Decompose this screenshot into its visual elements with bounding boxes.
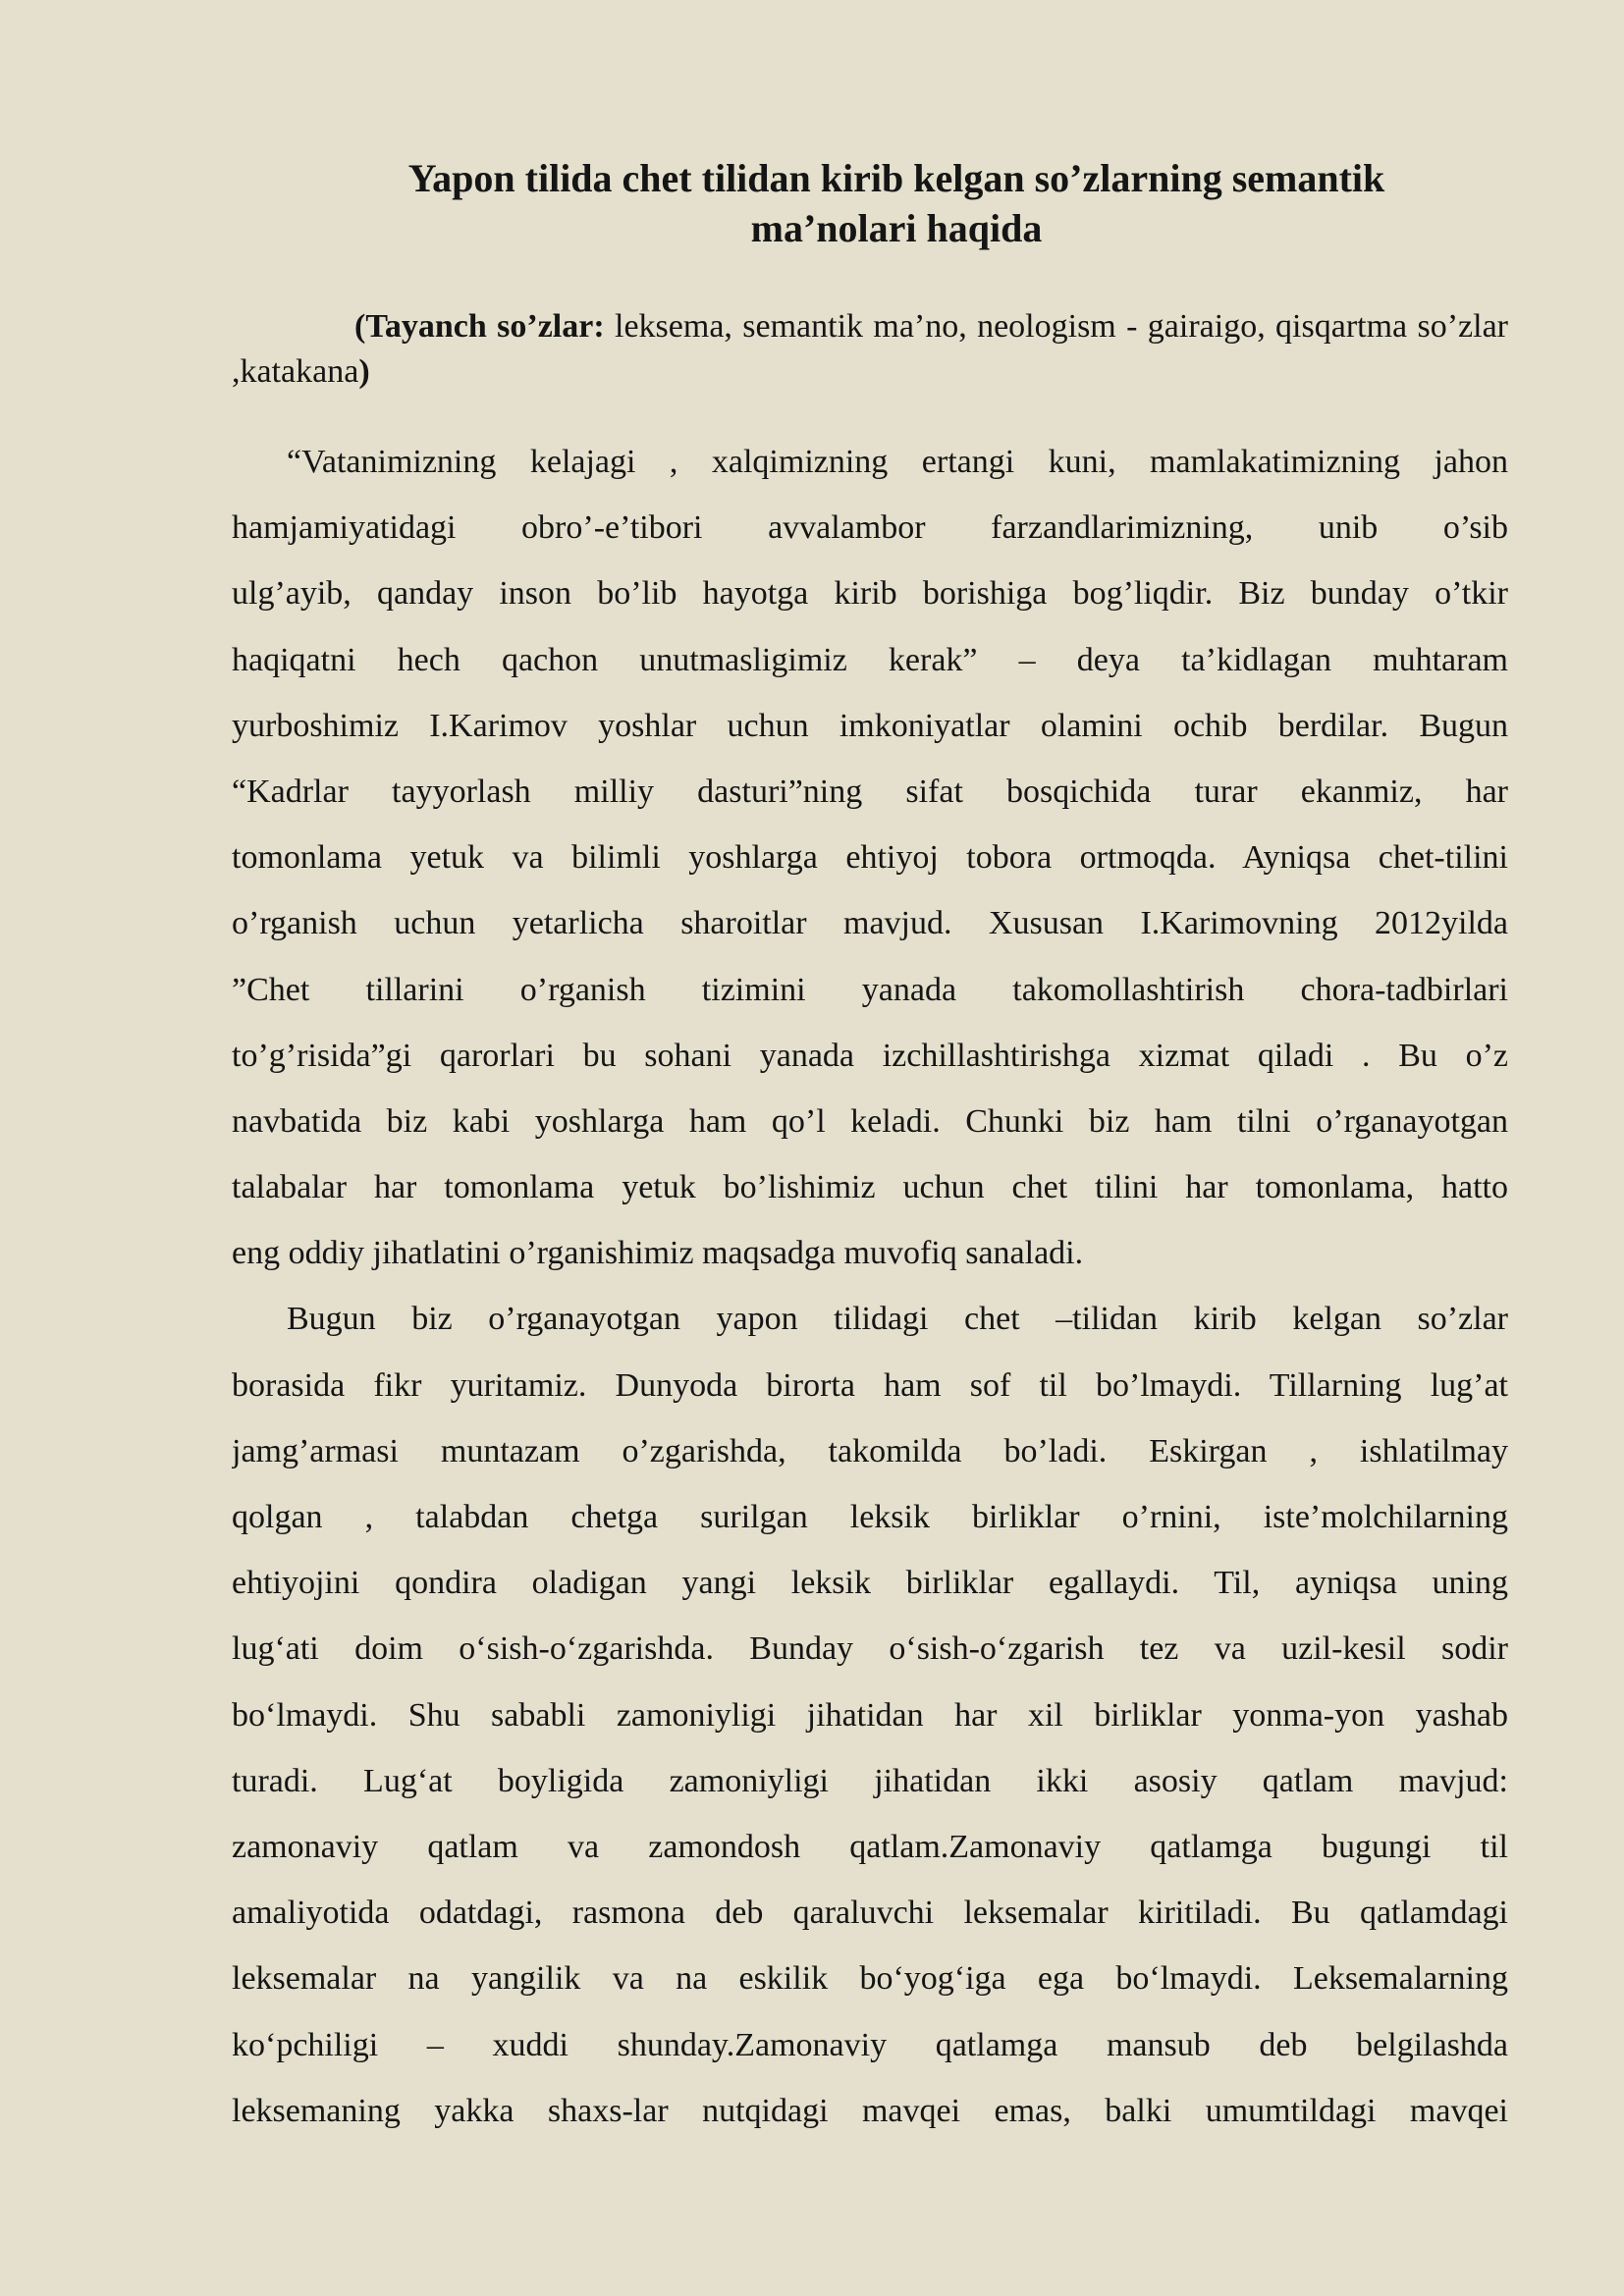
paragraph-line: leksemalar na yangilik va na eskilik bo‘yog‘iga ega bo‘lmaydi. Leksemalarning: [232, 1960, 1508, 1998]
keywords-open-paren: (: [354, 308, 366, 345]
paragraph-line: borasida fikr yuritamiz. Dunyoda birorta ham sof til bo’lmaydi. Tillarning lug’at: [232, 1366, 1508, 1404]
paragraph-line: “Kadrlar tayyorlash milliy dasturi”ning sifat bosqichida turar ekanmiz, har: [232, 773, 1508, 810]
paragraph-line: navbatida biz kabi yoshlarga ham qo’l keladi. Chunki biz ham tilni o’rganayotgan: [232, 1102, 1508, 1140]
paragraph-line: bo‘lmaydi. Shu sababli zamoniyligi jihatidan har xil birliklar yonma-yon yashab: [232, 1696, 1508, 1734]
keywords-text: leksema, semantik ma’no, neologism - gairaigo, qisqartma so’zlar ,katakana: [232, 308, 1508, 390]
paragraph-line: “Vatanimizning kelajagi , xalqimizning ertangi kuni, mamlakatimizning jahon: [287, 444, 1508, 480]
paragraph-1: [232, 429, 1508, 1286]
body-text: [232, 429, 1508, 2144]
paragraph-line: tomonlama yetuk va bilimli yoshlarga ehtiyoj tobora ortmoqda. Ayniqsa chet-tilini: [232, 839, 1508, 877]
paragraph-line: eng oddiy jihatlatini o’rganishimiz maqsadga muvofiq sanaladi.: [232, 1235, 1084, 1272]
paragraph-line: turadi. Lug‘at boyligida zamoniyligi jihatidan ikki asosiy qatlam mavjud:: [232, 1762, 1508, 1799]
paragraph-line: ko‘pchiligi – xuddi shunday.Zamonaviy qatlamga mansub deb belgilashda: [232, 2026, 1508, 2063]
paragraph-line: yurboshimiz I.Karimov yoshlar uchun imkoniyatlar olamini ochib berdilar. Bugun: [232, 707, 1508, 744]
keywords-label: Tayanch so’zlar:: [365, 308, 605, 345]
paragraph-line: haqiqatni hech qachon unutmasligimiz kerak” – deya ta’kidlagan muhtaram: [232, 641, 1508, 678]
paragraph-line: jamg’armasi muntazam o’zgarishda, takomilda bo’ladi. Eskirgan , ishlatilmay: [232, 1432, 1508, 1469]
paragraph-line: leksemaning yakka shaxs-lar nutqidagi mavqei emas, balki umumtildagi mavqei: [232, 2092, 1508, 2129]
paragraph-line: qolgan , talabdan chetga surilgan leksik birliklar o’rnini, iste’molchilarning: [232, 1499, 1508, 1535]
paragraph-line: to’g’risida”gi qarorlari bu sohani yanada izchillashtirishga xizmat qiladi . Bu o’z: [232, 1037, 1508, 1074]
paragraph-line: ehtiyojini qondira oladigan yangi leksik birliklar egallaydi. Til, ayniqsa uning: [232, 1565, 1508, 1602]
paragraph-line: zamonaviy qatlam va zamondosh qatlam.Zamonaviy qatlamga bugungi til: [232, 1828, 1508, 1865]
paragraph-2: [232, 1286, 1508, 2143]
document-title: [232, 153, 1561, 253]
paragraph-line: lug‘ati doim o‘sish-o‘zgarishda. Bunday o‘sish-o‘zgarish tez va uzil-kesil sodir: [232, 1630, 1508, 1668]
paragraph-line: ”Chet tillarini o’rganish tizimini yanada takomollashtirish chora-tadbirlari: [232, 971, 1508, 1008]
paragraph-line: Bugun biz o’rganayotgan yapon tilidagi chet –tilidan kirib kelgan so’zlar: [287, 1301, 1508, 1338]
title-line-2: ma’nolari haqida: [750, 206, 1043, 250]
paragraph-line: hamjamiyatidagi obro’-e’tibori avvalambor farzandlarimizning, unib o’sib: [232, 509, 1508, 547]
paragraph-line: amaliyotida odatdagi, rasmona deb qaraluvchi leksemalar kiritiladi. Bu qatlamdagi: [232, 1895, 1508, 1932]
title-line-1: Yapon tilida chet tilidan kirib kelgan so’zlarning semantik: [407, 156, 1385, 200]
paragraph-line: talabalar har tomonlama yetuk bo’lishimiz uchun chet tilini har tomonlama, hatto: [232, 1169, 1508, 1206]
keywords-close-paren: ): [358, 353, 370, 390]
paragraph-line: o’rganish uchun yetarlicha sharoitlar mavjud. Xususan I.Karimovning 2012yilda: [232, 905, 1508, 942]
paragraph-line: ulg’ayib, qanday inson bo’lib hayotga kirib borishiga bog’liqdir. Biz bunday o’tkir: [232, 575, 1508, 613]
keywords-block: [232, 304, 1508, 395]
